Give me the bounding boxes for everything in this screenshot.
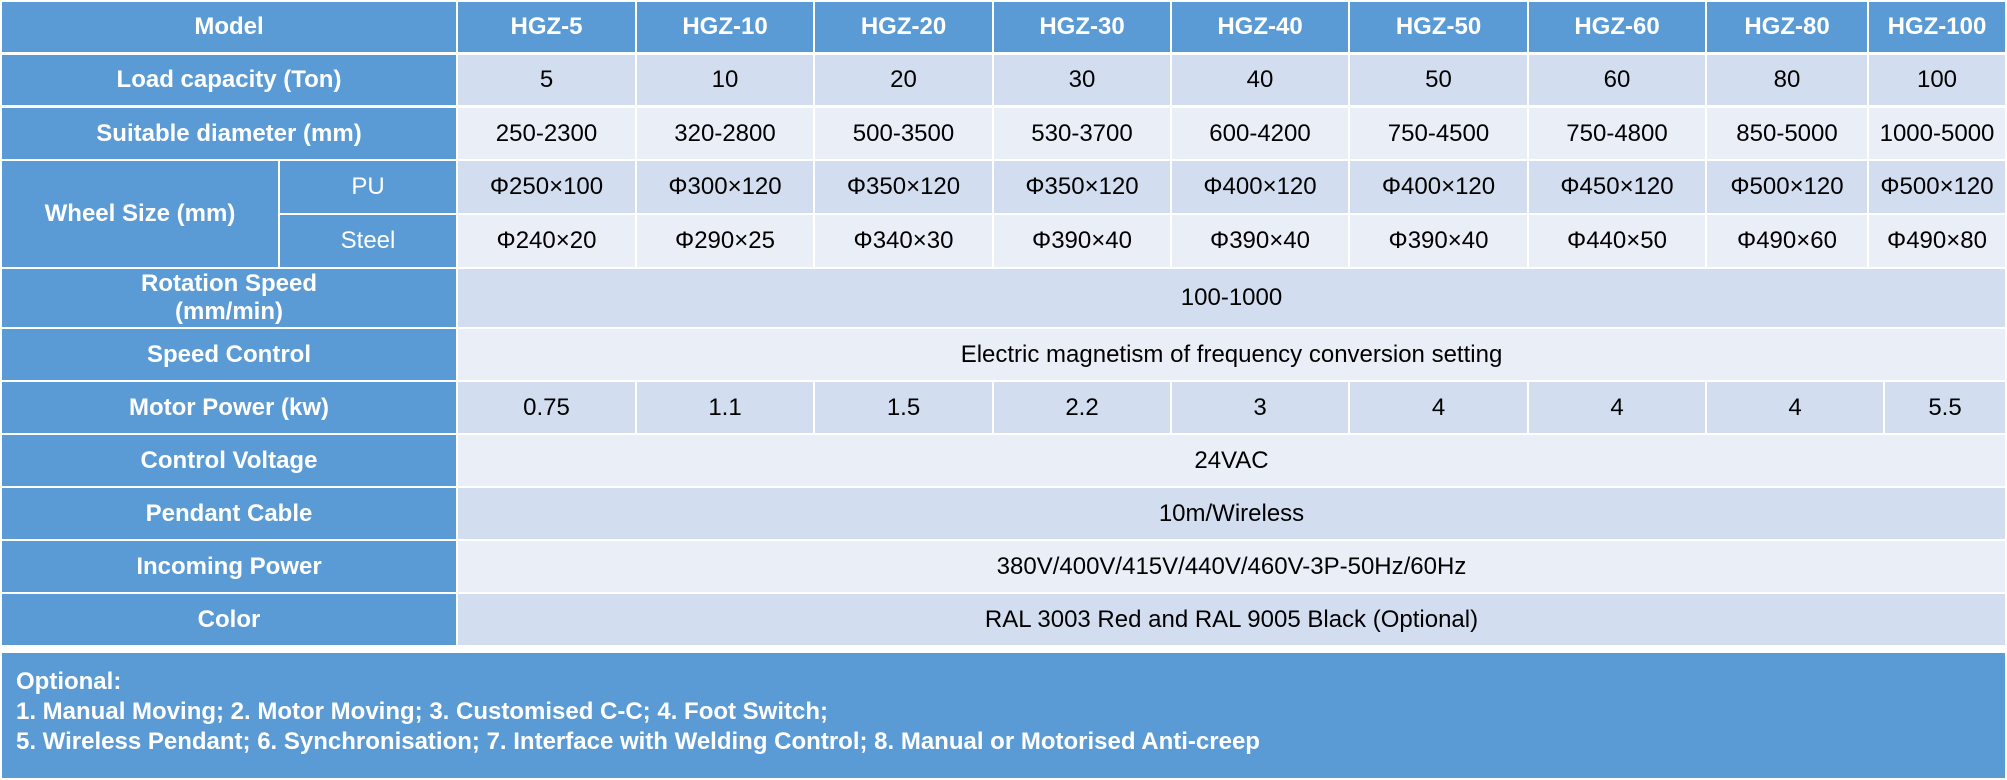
wheel-size-steel-value: Φ390×40 — [1172, 215, 1348, 267]
header-model: HGZ-40 — [1172, 2, 1348, 52]
row-label-control-voltage: Control Voltage — [2, 435, 456, 486]
wheel-size-steel-label: Steel — [280, 215, 456, 267]
wheel-size-steel-value: Φ440×50 — [1529, 215, 1705, 267]
row-label-speed-control: Speed Control — [2, 329, 456, 380]
suitable-diameter-value: 1000-5000 — [1869, 108, 2005, 159]
header-model: HGZ-100 — [1869, 2, 2005, 52]
suitable-diameter-value: 600-4200 — [1172, 108, 1348, 159]
motor-power-value: 5.5 — [1885, 382, 2005, 433]
wheel-size-pu-value: Φ500×120 — [1707, 161, 1867, 213]
wheel-size-pu-value: Φ450×120 — [1529, 161, 1705, 213]
header-model: HGZ-80 — [1707, 2, 1867, 52]
row-label-suitable-diameter: Suitable diameter (mm) — [2, 108, 456, 159]
wheel-size-steel-value: Φ490×60 — [1707, 215, 1867, 267]
load-capacity-value: 40 — [1172, 55, 1348, 105]
header-model: HGZ-20 — [815, 2, 992, 52]
row-label-incoming-power: Incoming Power — [2, 541, 456, 592]
wheel-size-steel-value: Φ390×40 — [1350, 215, 1527, 267]
wheel-size-steel-value: Φ240×20 — [458, 215, 635, 267]
rotation-speed-value: 100-1000 — [458, 269, 2005, 327]
load-capacity-value: 100 — [1869, 55, 2005, 105]
motor-power-value: 3 — [1172, 382, 1348, 433]
optional-title: Optional: — [16, 668, 122, 695]
row-label-pendant-cable: Pendant Cable — [2, 488, 456, 539]
suitable-diameter-value: 750-4800 — [1529, 108, 1705, 159]
motor-power-value: 2.2 — [994, 382, 1170, 433]
suitable-diameter-value: 530-3700 — [994, 108, 1170, 159]
header-model: HGZ-30 — [994, 2, 1170, 52]
header-model: HGZ-10 — [637, 2, 813, 52]
row-label-rotation-speed — [2, 269, 456, 327]
motor-power-value: 4 — [1707, 382, 1883, 433]
header-model-label: Model — [2, 2, 456, 52]
speed-control-value: Electric magnetism of frequency conversion setting — [458, 329, 2005, 380]
control-voltage-value: 24VAC — [458, 435, 2005, 486]
optional-line-2: 5. Wireless Pendant; 6. Synchronisation; 7. Interface with Welding Control; 8. Manual or Motorised Anti-creep — [16, 728, 1260, 755]
wheel-size-pu-value: Φ350×120 — [994, 161, 1170, 213]
load-capacity-value: 5 — [458, 55, 635, 105]
suitable-diameter-value: 320-2800 — [637, 108, 813, 159]
wheel-size-pu-value: Φ400×120 — [1172, 161, 1348, 213]
load-capacity-value: 30 — [994, 55, 1170, 105]
wheel-size-pu-value: Φ250×100 — [458, 161, 635, 213]
load-capacity-value: 20 — [815, 55, 992, 105]
rotation-speed-label-line1: Rotation Speed — [140, 270, 317, 298]
load-capacity-value: 10 — [637, 55, 813, 105]
wheel-size-pu-value: Φ400×120 — [1350, 161, 1527, 213]
rotation-speed-label-line2: (mm/min) — [175, 298, 283, 325]
motor-power-value: 4 — [1529, 382, 1705, 433]
wheel-size-steel-value: Φ290×25 — [637, 215, 813, 267]
row-label-motor-power: Motor Power (kw) — [2, 382, 456, 433]
motor-power-value: 1.1 — [637, 382, 813, 433]
wheel-size-pu-label: PU — [280, 161, 456, 213]
wheel-size-pu-value: Φ350×120 — [815, 161, 992, 213]
wheel-size-pu-value: Φ300×120 — [637, 161, 813, 213]
motor-power-value: 0.75 — [458, 382, 635, 433]
load-capacity-value: 80 — [1707, 55, 1867, 105]
header-model: HGZ-5 — [458, 2, 635, 52]
load-capacity-value: 60 — [1529, 55, 1705, 105]
suitable-diameter-value: 250-2300 — [458, 108, 635, 159]
load-capacity-value: 50 — [1350, 55, 1527, 105]
suitable-diameter-value: 750-4500 — [1350, 108, 1527, 159]
wheel-size-pu-value: Φ500×120 — [1869, 161, 2005, 213]
suitable-diameter-value: 500-3500 — [815, 108, 992, 159]
row-label-wheel-size: Wheel Size (mm) — [2, 161, 278, 267]
optional-notes — [2, 653, 2005, 778]
wheel-size-steel-value: Φ490×80 — [1869, 215, 2005, 267]
optional-line-1: 1. Manual Moving; 2. Motor Moving; 3. Customised C-C; 4. Foot Switch; — [16, 698, 829, 725]
suitable-diameter-value: 850-5000 — [1707, 108, 1867, 159]
motor-power-value: 1.5 — [815, 382, 992, 433]
header-model: HGZ-60 — [1529, 2, 1705, 52]
color-value: RAL 3003 Red and RAL 9005 Black (Optional) — [458, 594, 2005, 645]
motor-power-value: 4 — [1350, 382, 1527, 433]
pendant-cable-value: 10m/Wireless — [458, 488, 2005, 539]
wheel-size-steel-value: Φ390×40 — [994, 215, 1170, 267]
header-model: HGZ-50 — [1350, 2, 1527, 52]
incoming-power-value: 380V/400V/415V/440V/460V-3P-50Hz/60Hz — [458, 541, 2005, 592]
row-label-load-capacity: Load capacity (Ton) — [2, 55, 456, 105]
row-label-color: Color — [2, 594, 456, 645]
wheel-size-steel-value: Φ340×30 — [815, 215, 992, 267]
